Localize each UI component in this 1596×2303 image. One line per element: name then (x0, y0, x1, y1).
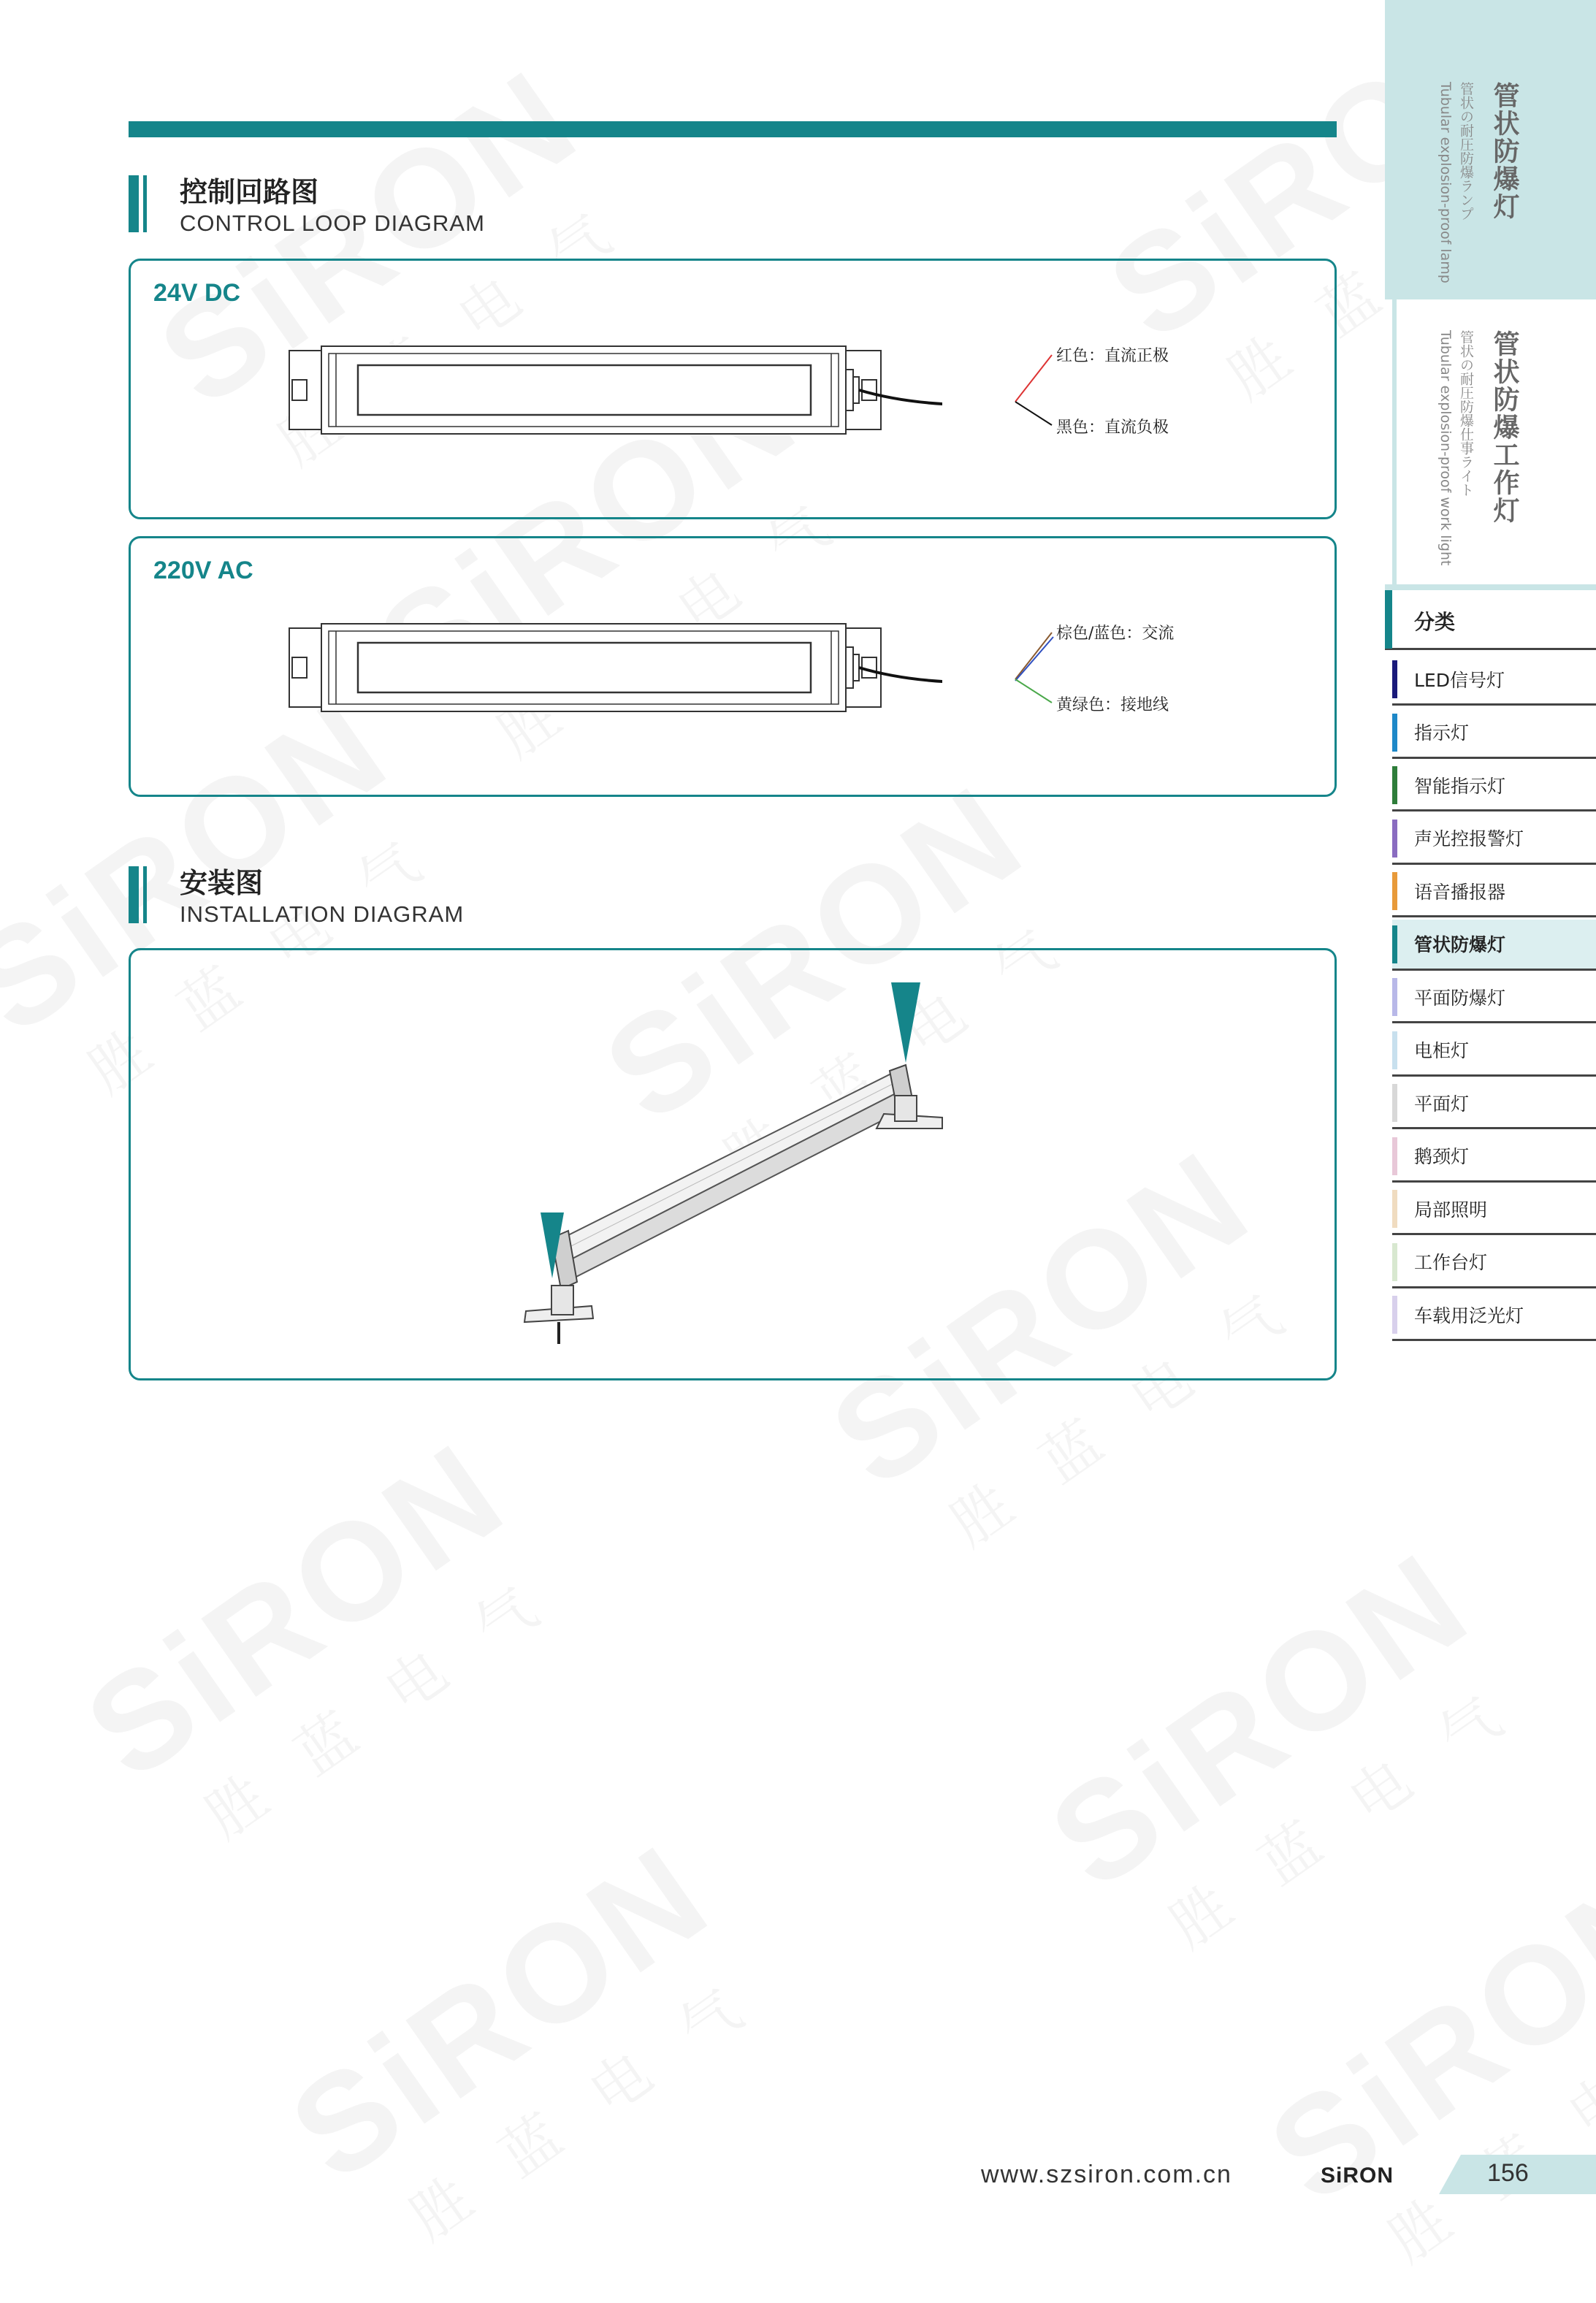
category-label: 声光控报警灯 (1414, 828, 1524, 849)
watermark (1242, 1827, 1596, 2302)
category-item[interactable] (1392, 814, 1596, 865)
tab-en-subtitle: Tubular explosion-proof lamp (1437, 82, 1454, 283)
category-label: 鹅颈灯 (1414, 1146, 1470, 1167)
wire-label-positive: 红色：直流正极 (1056, 347, 1169, 365)
category-heading-row (1385, 590, 1596, 650)
category-item[interactable] (1392, 1237, 1596, 1288)
wire-label-ac: 棕色/蓝色：交流 (1056, 625, 1175, 643)
category-label: LED信号灯 (1414, 669, 1505, 691)
category-item[interactable] (1392, 654, 1596, 706)
category-label: 智能指示灯 (1414, 775, 1506, 797)
tab-jp-subtitle: 管状の耐圧防爆仕事ライト (1458, 330, 1474, 497)
section-title: 控制回路图 (180, 176, 319, 208)
watermark (58, 1403, 593, 1879)
category-heading: 分类 (1414, 610, 1456, 634)
voltage-label: 220V AC (153, 557, 253, 584)
tab-title: 管状防爆灯 (1489, 82, 1519, 221)
category-item[interactable] (1392, 1026, 1596, 1077)
category-color-marker (1392, 1084, 1397, 1122)
page-number: 156 (1487, 2159, 1529, 2187)
category-color-marker (1392, 925, 1397, 963)
category-label: 指示灯 (1414, 722, 1470, 744)
tab-jp-subtitle: 管状の耐圧防爆ランプ (1458, 82, 1474, 221)
category-color-marker (1392, 714, 1397, 752)
category-item[interactable] (1392, 760, 1596, 811)
category-label: 工作台灯 (1414, 1252, 1488, 1273)
category-color-marker (1392, 978, 1397, 1016)
sidebar-divider (1385, 584, 1596, 590)
category-item[interactable] (1392, 972, 1596, 1023)
category-item[interactable] (1392, 866, 1596, 917)
section-marker (129, 175, 139, 232)
category-label: 车载用泛光灯 (1414, 1305, 1524, 1326)
category-color-marker (1392, 1031, 1397, 1069)
installation-illustration (511, 979, 979, 1359)
section-title: 安装图 (180, 867, 264, 899)
category-item[interactable] (1392, 1290, 1596, 1341)
category-item[interactable] (1392, 920, 1596, 971)
tab-title: 管状防爆工作灯 (1489, 330, 1519, 524)
dc-lamp-diagram (285, 343, 942, 438)
wire-label-negative: 黑色：直流负极 (1056, 419, 1169, 437)
section-marker (129, 866, 139, 923)
section-subtitle: CONTROL LOOP DIAGRAM (180, 210, 485, 236)
category-label: 平面灯 (1414, 1093, 1470, 1115)
category-item[interactable] (1392, 1184, 1596, 1235)
category-label: 电柜灯 (1414, 1040, 1470, 1061)
category-label: 管状防爆灯 (1414, 934, 1506, 955)
category-color-marker (1392, 1137, 1397, 1175)
wire-label-ground: 黄绿色：接地线 (1056, 696, 1169, 714)
category-color-marker (1392, 1243, 1397, 1281)
category-color-marker (1392, 1296, 1397, 1334)
category-color-marker (1392, 872, 1397, 910)
section-marker-thin (143, 175, 147, 232)
category-item[interactable] (1392, 1131, 1596, 1183)
footer-logo: SiRON (1321, 2163, 1394, 2188)
category-heading-marker (1385, 590, 1392, 649)
category-label: 平面防爆灯 (1414, 987, 1506, 1009)
category-item[interactable] (1392, 1078, 1596, 1129)
category-color-marker (1392, 766, 1397, 804)
section-subtitle: INSTALLATION DIAGRAM (180, 901, 465, 927)
top-accent-bar (129, 121, 1337, 137)
voltage-label: 24V DC (153, 279, 241, 307)
category-label: 局部照明 (1414, 1199, 1488, 1221)
watermark (1023, 1513, 1557, 1988)
category-label: 语音播报器 (1414, 881, 1506, 903)
watermark (263, 1805, 798, 2280)
footer-url[interactable]: www.szsiron.com.cn (981, 2161, 1232, 2188)
category-color-marker (1392, 1190, 1397, 1228)
category-color-marker (1392, 660, 1397, 698)
category-item[interactable] (1392, 708, 1596, 759)
ac-lamp-diagram (285, 621, 942, 716)
tab-en-subtitle: Tubular explosion-proof work light (1437, 330, 1454, 566)
category-color-marker (1392, 820, 1397, 858)
section-marker-thin (143, 866, 147, 923)
